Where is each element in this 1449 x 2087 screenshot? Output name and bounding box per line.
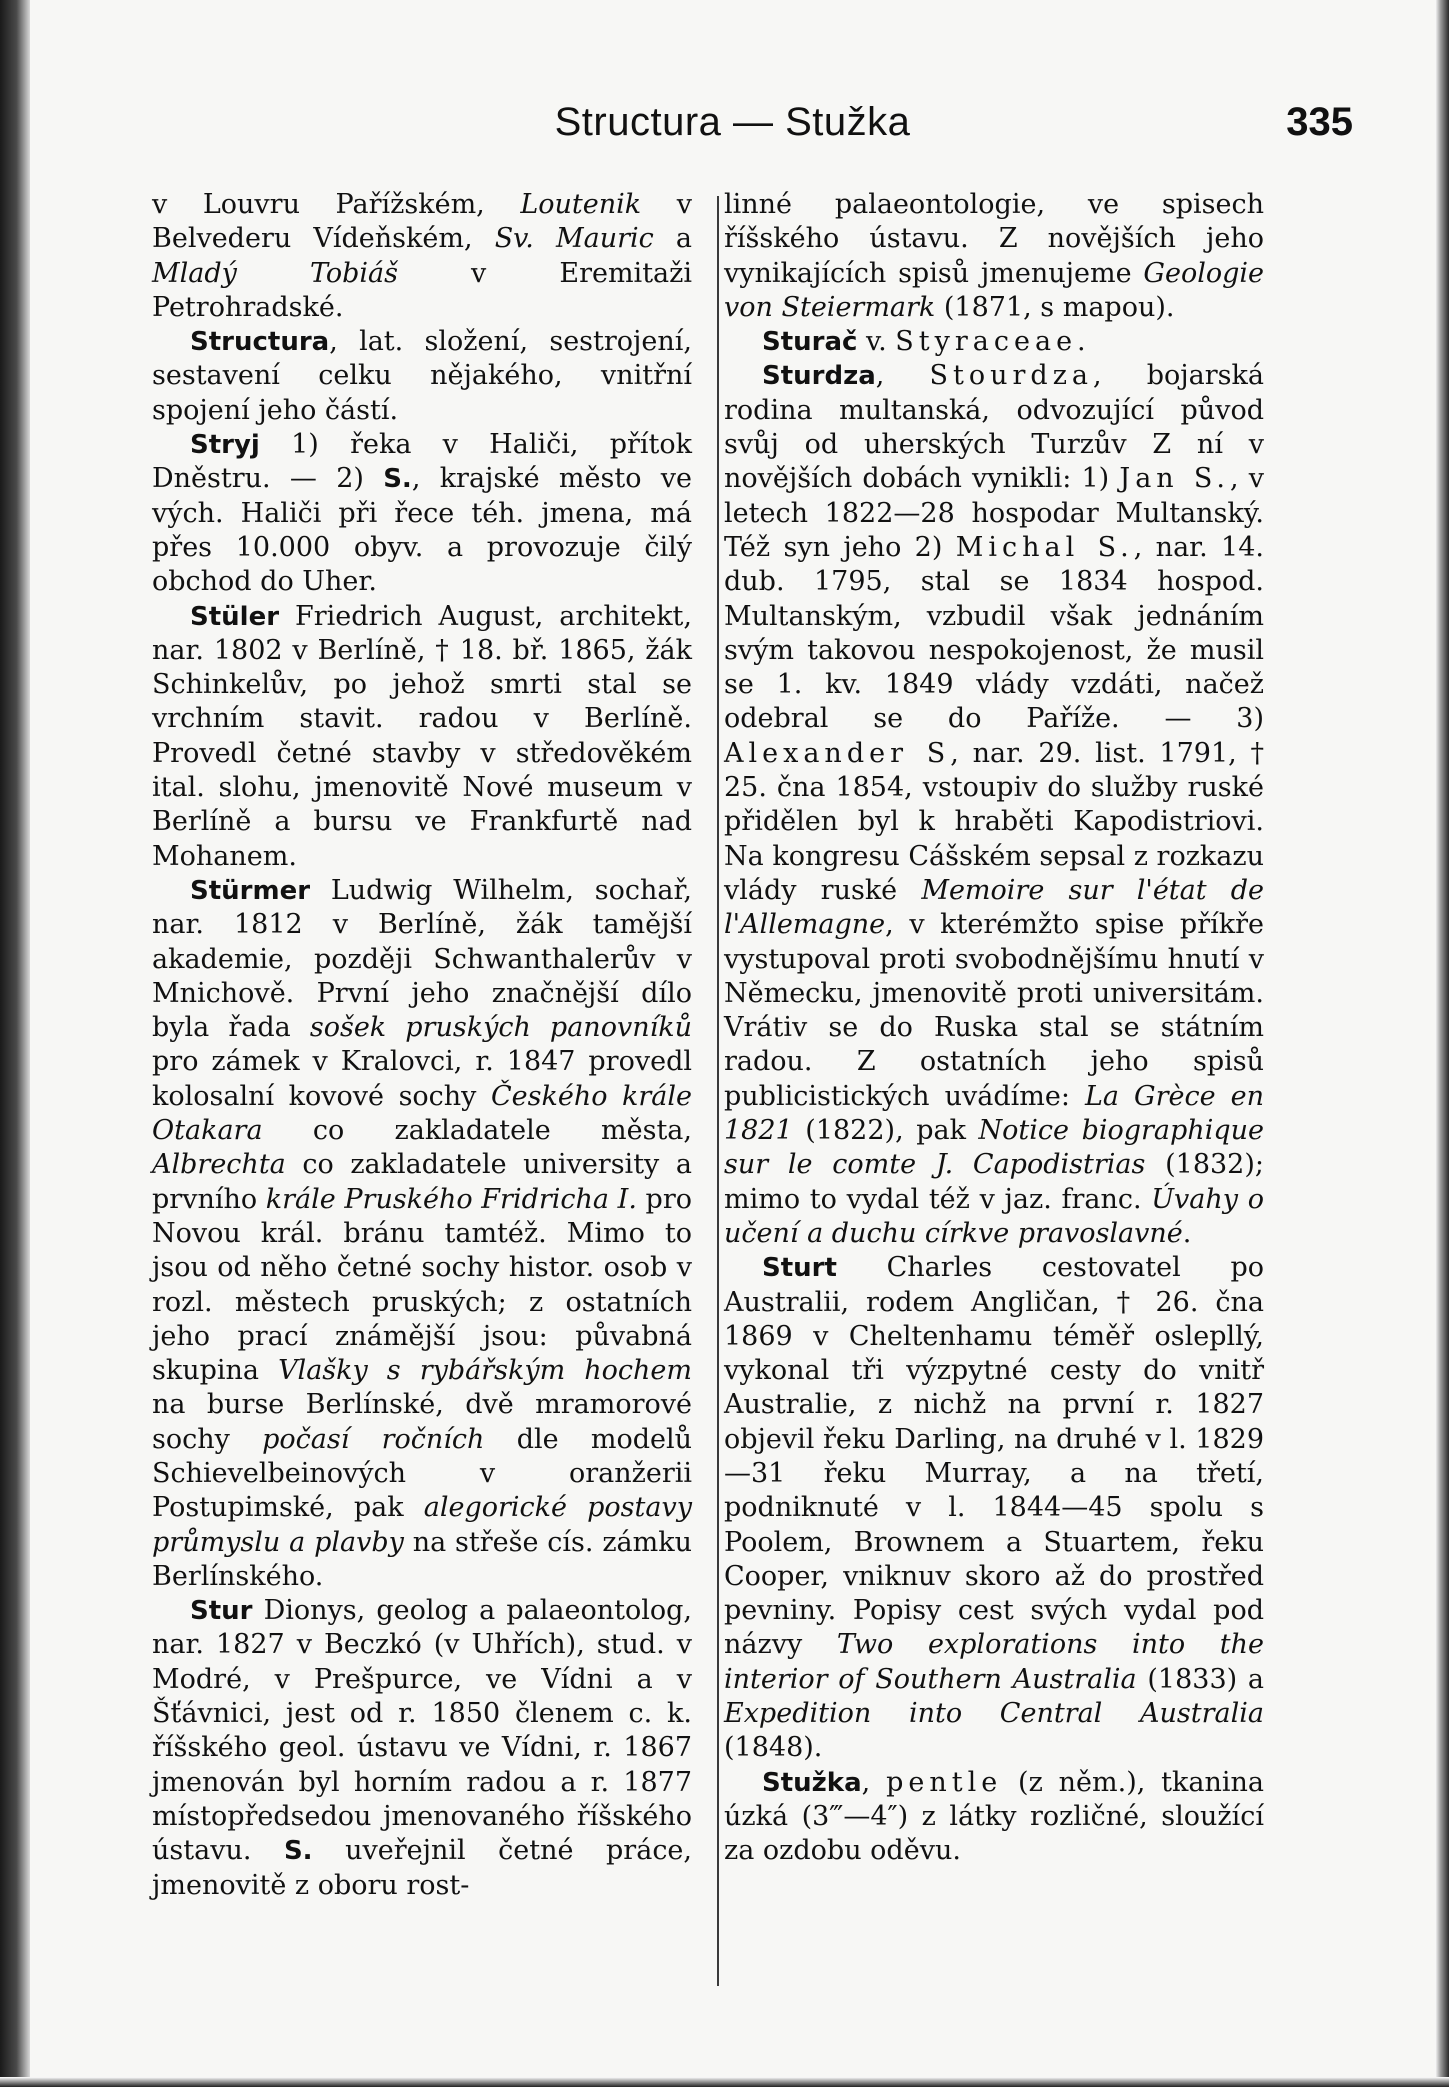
headword-abbrev: S. xyxy=(383,464,412,495)
entry-headword: Stüler xyxy=(190,601,280,632)
spaced-variant: Stourdza xyxy=(929,360,1094,392)
scan-edge-left xyxy=(0,0,30,2087)
scan-edge-bottom xyxy=(0,2077,1449,2087)
text-run: v Belvederu Vídeňském, xyxy=(152,189,692,255)
entry-body: Friedrich August, architekt, nar. 1802 v Berlíně, † 18. bř. 1865, žák Schinkelův, po jehož smrti stal se vrchním stavit. radou v Berlíně. Provedl četné stavby v středověkém ital. slohu, jmenovitě Nové museum v Berlíně a bursu ve Frankfurtě nad Mohanem. xyxy=(152,600,692,872)
entry-body: Dionys, geolog a palaeontolog, nar. 1827 v Beczkó (v Uhřích), stud. v Modré, v Prešpurce, ve Vídni a v Šťávnici, jest od r. 1850 členem c. k. říšského geol. ústavu ve Vídni, r. 1867 jmenován byl horním radou a r. 1877 místopředsedou jmenovaného říšského ústavu. xyxy=(152,1595,692,1867)
entry-body: pro zámek v Kralovci, r. 1847 provedl kolosalní kovové sochy xyxy=(152,1046,692,1112)
italic-title: Českého krále Otakara xyxy=(152,1080,692,1147)
text-run: v Louvru Pařížském, xyxy=(152,189,521,220)
running-header xyxy=(30,100,1435,160)
cross-reference: Styraceae xyxy=(895,326,1078,358)
entry-body: , v letech 1822—28 hospodar Multanský. Též syn jeho 2) xyxy=(724,463,1264,563)
italic-title: Expedition into Central Australia xyxy=(724,1698,1264,1730)
entry-headword: Sturt xyxy=(762,1253,837,1284)
entry-stuzka xyxy=(724,1766,1264,1869)
entry-headword: Sturač xyxy=(762,327,858,358)
spaced-name: Alexander S xyxy=(724,737,951,769)
italic-title: Two explorations into the interior of Southern Australia xyxy=(724,1629,1264,1695)
entry-headword: Stryj xyxy=(190,430,260,461)
entry-body: (1871, s mapou). xyxy=(935,291,1175,323)
italic-title: La Grèce en 1821 xyxy=(724,1080,1264,1147)
entry-body: uveřejnil četné práce, jmenovitě z oboru rost- xyxy=(152,1835,692,1901)
page-number: 335 xyxy=(1286,100,1353,144)
entry-sturt xyxy=(724,1251,1264,1765)
entry-body: na střeše cís. zámku Berlínského. xyxy=(152,1526,692,1592)
entry-body: pro Novou král. bránu tamtéž. Mimo to jsou od něho četné sochy histor. osob v rozl. městech pruských; z ostatních jeho prací známější jsou: půvabná skupina xyxy=(152,1183,692,1387)
entry-body: . xyxy=(1077,326,1086,358)
italic-title: Vlašky s rybářským hochem xyxy=(278,1355,693,1387)
entry-sturmer xyxy=(152,874,692,1594)
entry-stryj xyxy=(152,428,692,599)
entry-body: , xyxy=(861,1766,887,1798)
entry-body: dle modelů Schievelbeinových v oranžerii Postupimské, pak xyxy=(152,1423,692,1524)
italic-title: Albrechta xyxy=(152,1149,286,1181)
entry-headword: Structura xyxy=(190,327,330,358)
entry-body: (1833) a xyxy=(1136,1663,1264,1695)
entry-body: (1822), pak xyxy=(792,1115,979,1147)
entry-body: na burse Berlínské, dvě mramorové sochy xyxy=(152,1389,692,1455)
entry-continuation-loutenik xyxy=(152,188,692,325)
text-run: v Eremitaži Petrohradské. xyxy=(152,257,693,323)
italic-title: Loutenik xyxy=(520,189,642,220)
entry-headword: Stürmer xyxy=(190,875,311,906)
entry-structura xyxy=(152,325,692,428)
italic-title: sošek pruských panovníků xyxy=(309,1012,692,1044)
entry-headword: Stužka xyxy=(762,1767,862,1798)
italic-title: alegorické postavy průmyslu a plavby xyxy=(152,1492,692,1558)
entry-headword: Sturdza xyxy=(762,361,876,392)
entry-body: , nar. 29. list. 1791, † 25. čna 1854, vstoupiv do služby ruské přidělen byl k hraběti Kapodistriovi. Na kongresu Cášském sepsal z rozkazu vlády ruské xyxy=(724,737,1264,906)
running-header-title: Structura — Stužka xyxy=(554,100,911,144)
entry-body: 1) řeka v Haliči, přítok Dněstru. — 2) xyxy=(152,429,692,495)
italic-title: počasí ročních xyxy=(262,1423,485,1455)
entry-body: , krajské město ve vých. Haliči při řece téh. jmena, má přes 10.000 obyv. a provozuje čilý obchod do Uher. xyxy=(152,463,692,598)
entry-body: , nar. 14. dub. 1795, stal se 1834 hospod. Multanským, vzbudil však jednáním svým takovou nespokojenost, že musil se 1. kv. 1849 vlády vzdáti, načež odebral se do Paříže. — 3) xyxy=(724,531,1264,735)
entry-body: , lat. složení, sestrojení, sestavení celku nějakého, vnitřní spojení jeho částí. xyxy=(152,326,692,426)
entry-body: v. xyxy=(857,326,896,358)
italic-title: Úvahy o učení a duchu církve pravoslavné xyxy=(724,1183,1264,1249)
text-run: a xyxy=(653,223,692,255)
entry-sturdza xyxy=(724,359,1264,1251)
spaced-name: Michal S. xyxy=(955,531,1134,563)
spaced-synonym: pentle xyxy=(886,1766,1003,1798)
spaced-name: Jan S. xyxy=(1119,463,1230,495)
entry-stur xyxy=(152,1594,692,1903)
entry-body: co zakladatele města, xyxy=(262,1115,692,1147)
italic-title: Notice biographique sur le comte J. Capodistrias xyxy=(724,1115,1264,1181)
entry-continuation-stur xyxy=(724,188,1264,325)
entry-body: Ludwig Wilhelm, sochař, nar. 1812 v Berlíně, žák tamější akademie, později Schwanthalerův v Mnichově. První jeho značnější dílo byla řada xyxy=(152,874,692,1044)
entry-body: linné palaeontologie, ve spisech říšského ústavu. Z novějších jeho vynikajících spisů jmenujeme xyxy=(724,189,1264,289)
italic-title: Memoire sur l'état de l'Allemagne xyxy=(724,874,1264,941)
italic-title: krále Pruského Fridricha I. xyxy=(265,1183,637,1215)
entry-body: , xyxy=(875,360,930,392)
entry-body: , bojarská rodina multanská, odvozující původ svůj od uherských Turzův Z ní v novějších dobách vynikli: 1) xyxy=(724,360,1264,495)
entry-body: (1832); mimo to vydal též v jaz. franc. xyxy=(724,1149,1264,1215)
italic-title: Sv. Mauric xyxy=(494,223,654,255)
scan-edge-right xyxy=(1435,0,1449,2087)
italic-title: Mladý Tobiáš xyxy=(152,257,399,289)
italic-title: Geologie von Steiermark xyxy=(724,257,1264,323)
entry-headword: Stur xyxy=(190,1596,253,1627)
entry-body: (z něm.), tkanina úzká (3‴—4″) z látky rozličné, sloužící za ozdobu oděvu. xyxy=(724,1766,1264,1867)
page xyxy=(30,0,1435,2077)
entry-body: co zakladatele university a prvního xyxy=(152,1149,692,1215)
entry-body: . xyxy=(1182,1217,1192,1249)
entry-body: , v kterémžto spise příkře vystupoval proti svobodnějšímu hnutí v Německu, jmenovitě proti universitám. Vrátiv se do Ruska stal se státním radou. Z ostatních jeho spisů publicistických uvádíme: xyxy=(724,909,1264,1112)
entry-body: Charles cestovatel po Australii, rodem Angličan, † 26. čna 1869 v Cheltenhamu téměř oslepllý, vykonal tři výzpytné cesty do vnitř Australie, z nichž na první r. 1827 objevil řeku Darling, na druhé v l. 1829—31 řeku Murray, a na třetí, podniknuté v l. 1844—45 spolu s Poolem, Brownem a Stuartem, řeku Cooper, vniknuv skoro až do prostřed pevniny. Popisy cest svých vydal pod názvy xyxy=(724,1252,1264,1661)
entry-sturac xyxy=(724,325,1264,359)
right-column xyxy=(724,188,1264,1869)
entry-body: (1848). xyxy=(724,1732,823,1764)
left-column xyxy=(152,188,692,1903)
column-divider xyxy=(717,196,719,1986)
entry-stuler xyxy=(152,600,692,874)
headword-abbrev: S. xyxy=(283,1836,313,1867)
